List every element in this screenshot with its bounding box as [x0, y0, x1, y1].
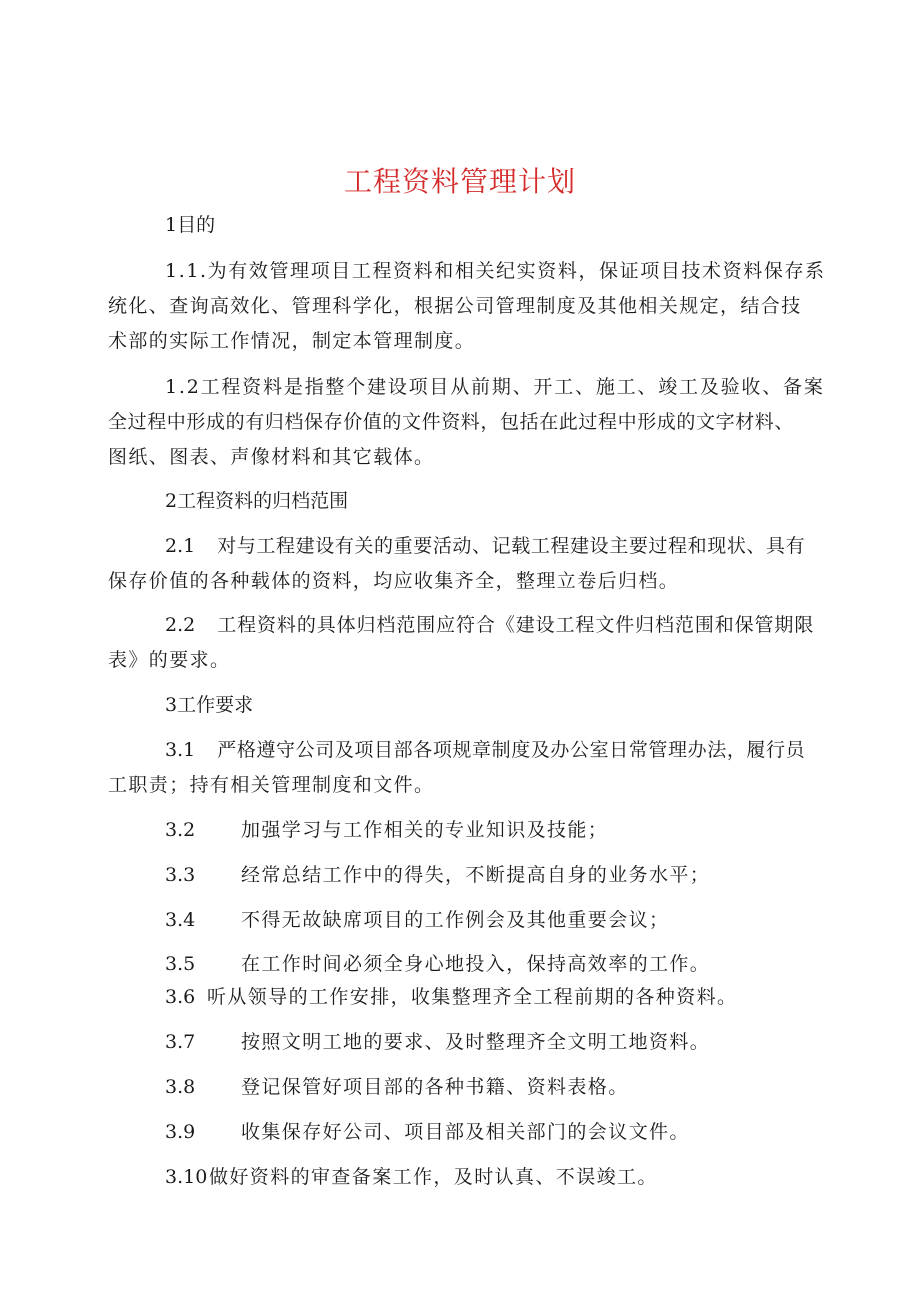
paragraph-2-2-line-2: 表》的要求。 [108, 649, 231, 671]
item-number: 3.4 [165, 909, 196, 931]
section-heading-archive-scope: 2工程资料的归档范围 [165, 490, 349, 512]
list-item-3-2 [165, 818, 608, 842]
item-number: 3.5 [165, 953, 196, 975]
item-text: 听从领导的工作安排，收集整理齐全工程前期的各种资料。 [207, 986, 738, 1008]
item-number: 3.10 [165, 1166, 208, 1188]
section-heading-work-requirements: 3工作要求 [165, 694, 254, 716]
paragraph-1-1-line-1: 1.1.为有效管理项目工程资料和相关纪实资料，保证项目技术资料保存系 [165, 260, 826, 282]
item-number: 3.9 [165, 1121, 196, 1143]
item-text: 按照文明工地的要求、及时整理齐全文明工地资料。 [241, 1031, 711, 1053]
paragraph-1-1-line-2: 统化、查询高效化、管理科学化，根据公司管理制度及其他相关规定，结合技 [108, 295, 802, 317]
list-item-3-5 [165, 952, 710, 976]
item-number: 3.3 [165, 864, 196, 886]
list-item-3-4 [165, 908, 669, 932]
item-text: 做好资料的审查备案工作，及时认真、不误竣工。 [209, 1166, 658, 1188]
document-title: 工程资料管理计划 [343, 165, 576, 198]
paragraph-1-2-line-2: 全过程中形成的有归档保存价值的文件资料，包括在此过程中形成的文字材料、 [108, 411, 795, 433]
item-number: 2.2 [165, 614, 196, 636]
list-item-3-7 [165, 1030, 710, 1054]
paragraph-2-1-line-1 [165, 534, 805, 558]
item-text: 工程资料的具体归档范围应符合《建设工程文件归档范围和保管期限 [217, 614, 815, 636]
paragraph-1-2-line-3: 图纸、图表、声像材料和其它载体。 [108, 446, 435, 468]
list-item-3-6 [165, 985, 737, 1009]
item-number: 3.7 [165, 1031, 196, 1053]
list-item-3-9 [165, 1120, 690, 1144]
paragraph-3-1-line-1 [165, 738, 805, 762]
item-number: 3.2 [165, 819, 196, 841]
paragraph-2-1-line-2: 保存价值的各种载体的资料，均应收集齐全，整理立卷后归档。 [108, 570, 680, 592]
paragraph-3-1-line-2: 工职责；持有相关管理制度和文件。 [108, 774, 435, 796]
item-text: 收集保存好公司、项目部及相关部门的会议文件。 [241, 1121, 690, 1143]
paragraph-1-1-line-3: 术部的实际工作情况，制定本管理制度。 [108, 330, 476, 352]
list-item-3-10 [165, 1165, 658, 1189]
item-text: 加强学习与工作相关的专业知识及技能； [241, 819, 609, 841]
item-text: 对与工程建设有关的重要活动、记载工程建设主要过程和现状、具有 [217, 535, 806, 557]
item-number: 2.1 [165, 535, 196, 557]
item-text: 不得无故缺席项目的工作例会及其他重要会议； [241, 909, 670, 931]
list-item-3-8 [165, 1075, 629, 1099]
item-text: 在工作时间必须全身心地投入，保持高效率的工作。 [241, 953, 711, 975]
item-text: 登记保管好项目部的各种书籍、资料表格。 [241, 1076, 629, 1098]
paragraph-2-2-line-1 [165, 613, 814, 637]
item-number: 3.8 [165, 1076, 196, 1098]
paragraph-1-2-line-1: 1.2工程资料是指整个建设项目从前期、开工、施工、竣工及验收、备案 [165, 376, 825, 398]
item-text: 经常总结工作中的得失，不断提高自身的业务水平； [241, 864, 711, 886]
item-number: 3.1 [165, 739, 196, 761]
section-heading-purpose: 1目的 [165, 214, 216, 236]
list-item-3-3 [165, 863, 710, 887]
item-text: 严格遵守公司及项目部各项规章制度及办公室日常管理办法，履行员 [217, 739, 806, 761]
item-number: 3.6 [165, 986, 196, 1008]
